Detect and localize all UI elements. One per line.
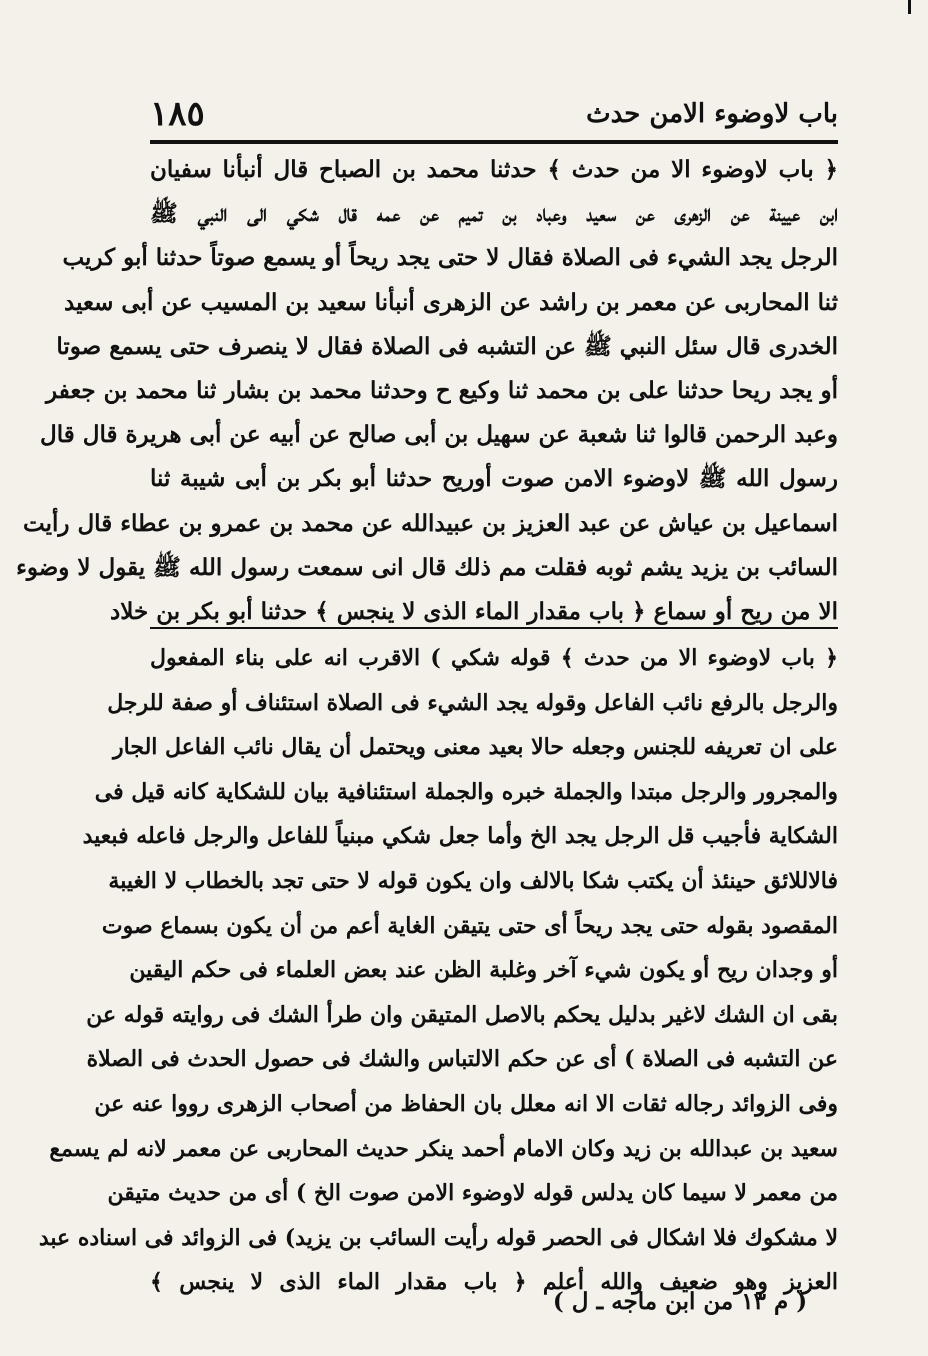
text-line: السائب بن يزيد يشم ثوبه فقلت مم ذلك قال انى سمعت رسول الله ﷺ يقول لا وضوء bbox=[16, 553, 838, 581]
hadith-text-block bbox=[16, 148, 838, 634]
running-title: باب لاوضوء الامن حدث bbox=[586, 99, 838, 129]
text-line: وعبد الرحمن قالوا ثنا شعبة عن سهيل بن أبى صالح عن أبيه عن أبى هريرة قال قال bbox=[40, 421, 838, 449]
commentary-block bbox=[38, 636, 838, 1305]
text-line: رسول الله ﷺ لاوضوء الامن صوت أوريح حدثنا أبو بكر بن أبى شيبة ثنا bbox=[150, 465, 838, 493]
commentary-line: الشكاية فأجيب قل الرجل يجد الخ وأما جعل شكي مبنياً للفاعل والرجل فاعله فبعيد bbox=[82, 823, 838, 850]
text-line: ﴿ باب لاوضوء الا من حدث ﴾ حدثنا محمد بن الصباح قال أنبأنا سفيان bbox=[150, 156, 838, 183]
commentary-line: ﴿ باب لاوضوء الا من حدث ﴾ قوله شكي ) الاقرب انه على بناء المفعول bbox=[150, 645, 838, 671]
commentary-line: المقصود بقوله حتى يجد ريحاً أى حتى يتيقن الغاية أعم من أن يكون بسماع صوت bbox=[101, 912, 838, 939]
commentary-line: فالاللائق حينئذ أن يكتب شكا بالالف وان يكون قوله لا حتى تجد بالخطاب لا الغيبة bbox=[108, 867, 838, 894]
commentary-line: والمجرور والرجل مبتدا والجملة خبره والجملة استئنافية بيان للشكاية كانه قيل فى bbox=[94, 778, 838, 805]
commentary-line: بقى ان الشك لاغير بدليل يحكم بالاصل المتيقن وان طرأ الشك فى روايته قوله عن bbox=[86, 1001, 838, 1028]
commentary-line: العزيز وهو ضعيف والله أعلم ﴿ باب مقدار الماء الذى لا ينجس ﴾ bbox=[150, 1269, 838, 1296]
commentary-line: وفى الزوائد رجاله ثقات الا انه معلل بان الحفاظ من أصحاب الزهرى رووا عنه عن bbox=[94, 1090, 838, 1117]
commentary-line: على ان تعريفه للجنس وجعله حالا بعيد معنى ويحتمل أن يقال نائب الفاعل الجار bbox=[113, 734, 838, 761]
footer-signature: ( م ١٣ من ابن ماجه ـ ل ) bbox=[552, 1288, 808, 1315]
text-line: أو يجد ريحا حدثنا على بن محمد ثنا وكيع ح وحدثنا محمد بن بشار ثنا محمد بن جعفر bbox=[46, 376, 838, 404]
commentary-line: من معمر لا سيما كان يدلس قوله لاوضوء الامن صوت الخ ) أى من حديث متيقن bbox=[107, 1180, 838, 1207]
commentary-line: والرجل بالرفع نائب الفاعل وقوله يجد الشيء فى الصلاة استئناف أو صفة للرجل bbox=[107, 689, 838, 716]
commentary-line: عن التشبه فى الصلاة ) أى عن حكم الالتباس والشك فى حصول الحدث فى الصلاة bbox=[86, 1046, 838, 1073]
text-line: الرجل يجد الشيء فى الصلاة فقال لا حتى يجد ريحاً أو يسمع صوتاً حدثنا أبو كريب bbox=[62, 244, 838, 272]
text-line: ابن عيينة عن الزهرى عن سعيد وعباد بن تميم عن عمه قال شكي الى النبي ﷺ bbox=[150, 200, 838, 228]
commentary-line: لا مشكوك فلا اشكال فى الحصر قوله رأيت السائب بن يزيد) فى الزوائد فى اسناده عبد bbox=[38, 1224, 838, 1251]
edge-mark bbox=[908, 0, 911, 14]
commentary-line: أو وجدان ريح أو يكون شيء آخر وغلبة الظن عند بعض العلماء فى حكم اليقين bbox=[129, 957, 838, 984]
section-divider bbox=[150, 627, 838, 629]
page-number: ١٨٥ bbox=[150, 94, 205, 134]
text-line: الخدرى قال سئل النبي ﷺ عن التشبه فى الصلاة فقال لا ينصرف حتى يسمع صوتا bbox=[56, 332, 838, 360]
text-line: الا من ريح أو سماع ﴿ باب مقدار الماء الذى لا ينجس ﴾ حدثنا أبو بكر بن خلاد bbox=[110, 597, 838, 625]
header-rule bbox=[150, 140, 838, 144]
text-line: اسماعيل بن عياش عن عبد العزيز بن عبيدالله عن محمد بن عمرو بن عطاء قال رأيت bbox=[22, 509, 838, 537]
commentary-line: سعيد بن عبدالله بن زيد وكان الامام أحمد ينكر حديث المحاربى عن معمر لانه لم يسمع bbox=[49, 1135, 838, 1162]
page-header bbox=[150, 92, 838, 136]
text-line: ثنا المحاربى عن معمر بن راشد عن الزهرى أنبأنا سعيد بن المسيب عن أبى سعيد bbox=[64, 288, 838, 316]
